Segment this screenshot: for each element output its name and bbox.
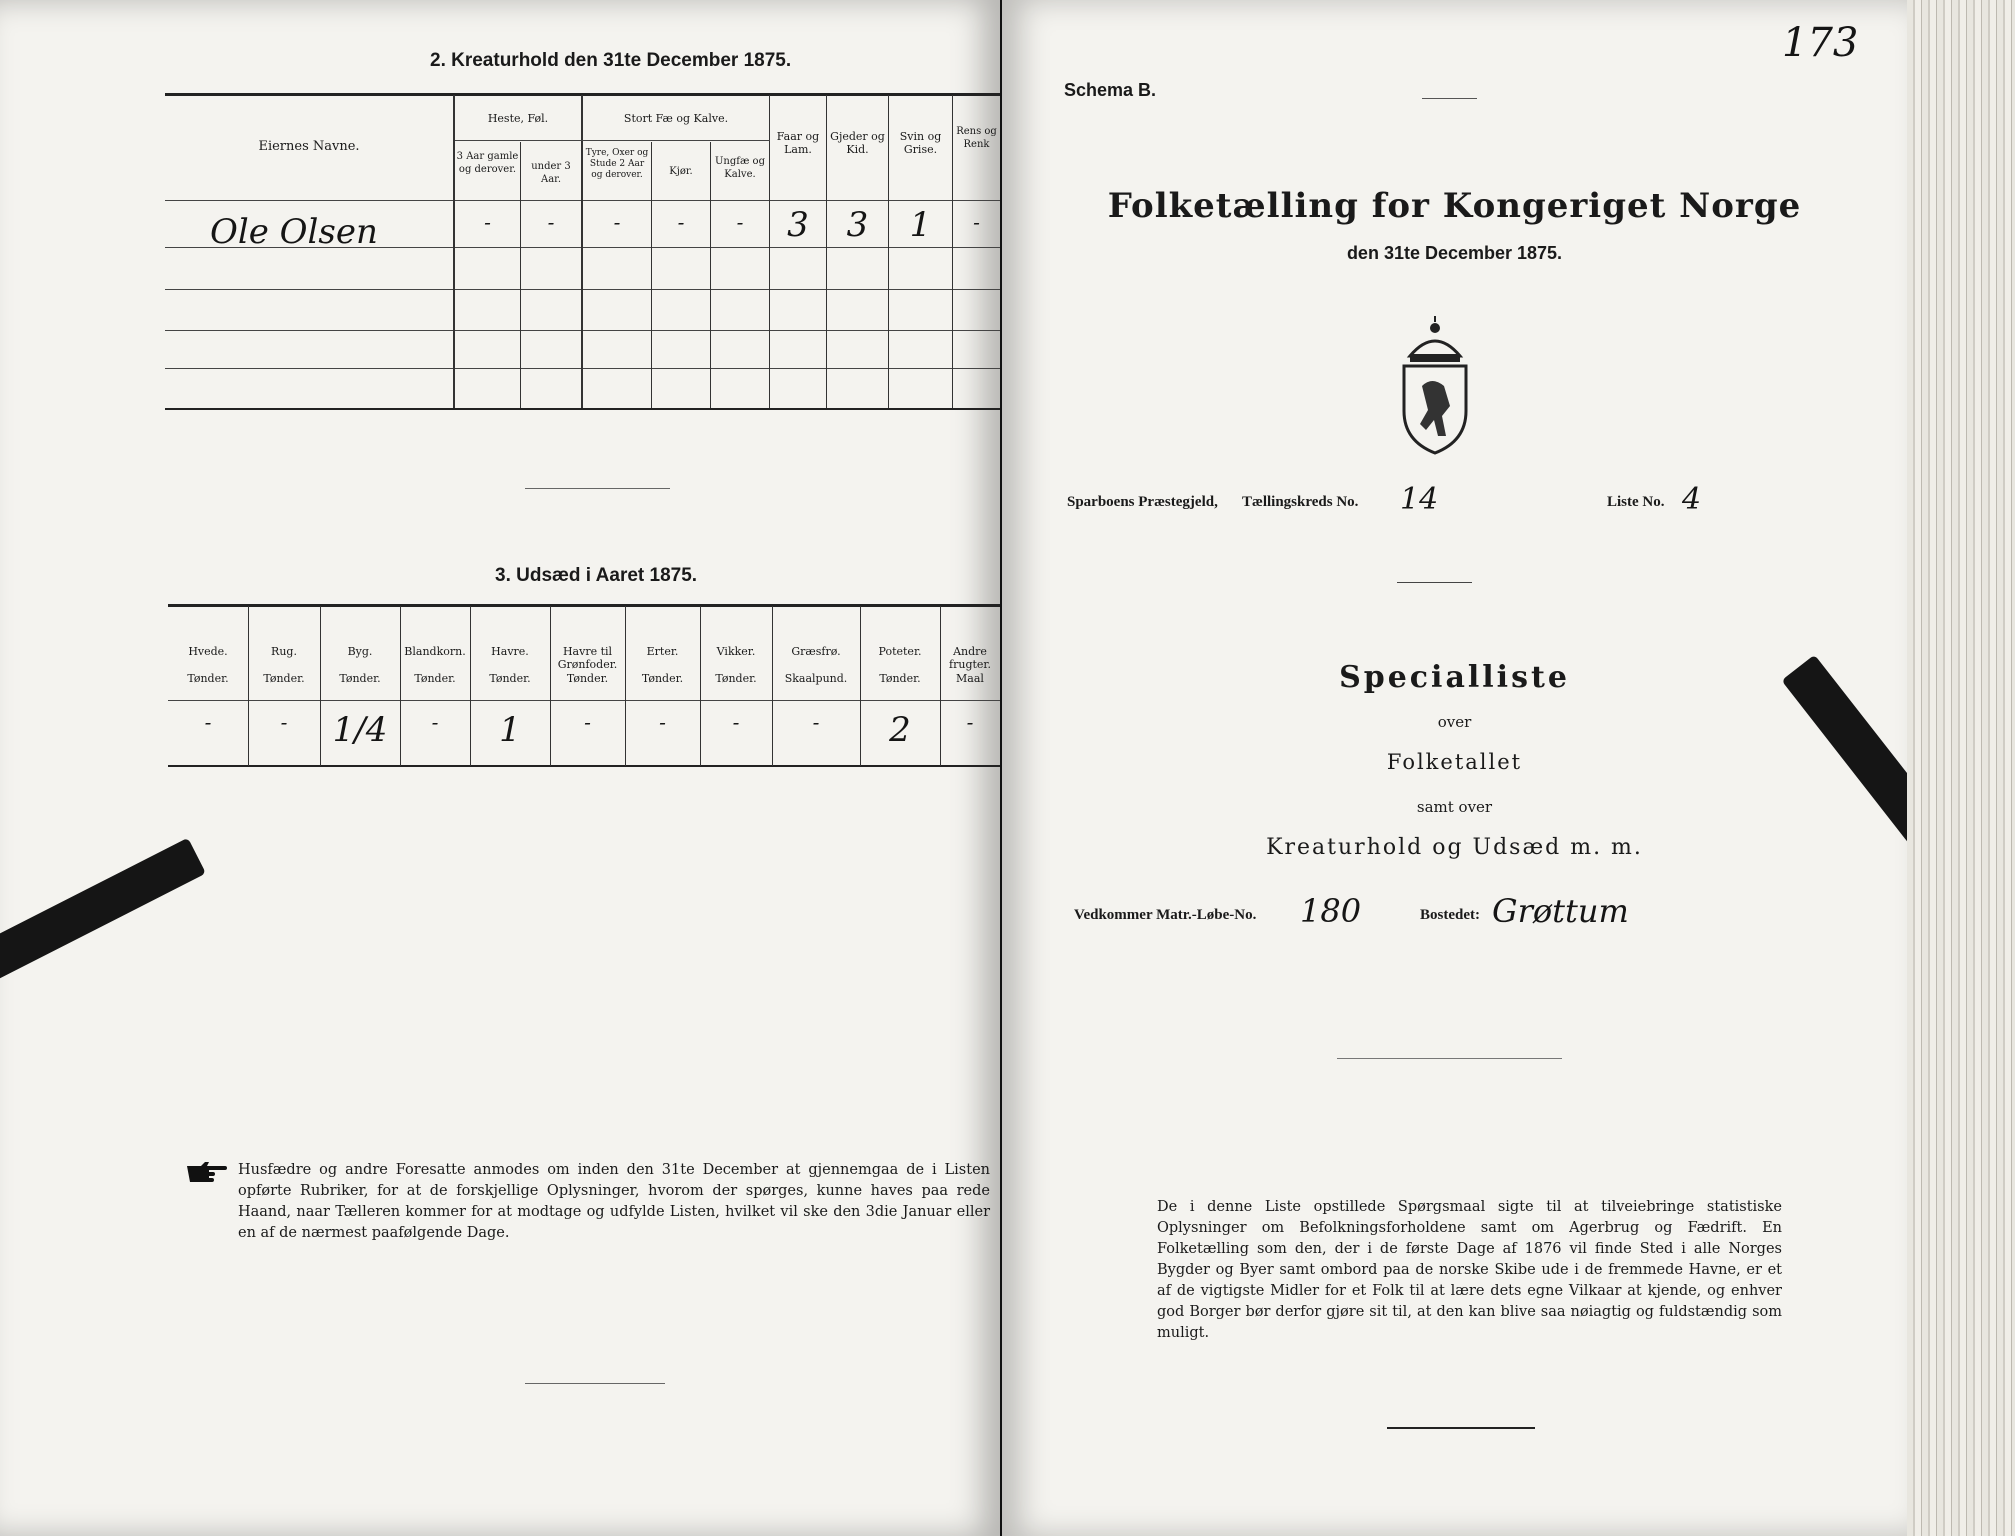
list-number: 4 <box>1682 482 1702 517</box>
seed-col-unit: Tønder. <box>339 672 381 685</box>
intro-text: De i denne Liste opstillede Spørgsmaal sigte til at tilveiebringe statistiske Oplysninger om Befolkningsforholdene samt om Agerbrug og Fædrift. En Folketælling som den, der i de første Dage af 1876 vil finde Sted i alle Norges Bygder og Byer samt ombord paa de norske Skibe ude i de fremmede Havne, er et af de vigtigste Midler for et Folk til at lære dets egne Vilkaar at kjende, og enhver god Borger bør derfor gjøre sit til, at den kan blive saa nøiagtig og fuldstændig som muligt. <box>1157 1199 1782 1341</box>
seed-col-name: Græsfrø. <box>791 645 841 658</box>
seed-col-name: Erter. <box>646 645 679 658</box>
specialliste-title: Specialliste <box>1339 660 1570 695</box>
kreaturhold-label: Kreaturhold og Udsæd m. m. <box>1266 835 1643 860</box>
seed-col-unit: Tønder. <box>414 672 456 685</box>
seed-col-name: Byg. <box>347 645 373 658</box>
schema-rule <box>1422 98 1477 99</box>
seed-col-unit: Tønder. <box>263 672 305 685</box>
seed-col-name: Andre frugter. <box>949 645 991 671</box>
seed-col-unit: Tønder. <box>715 672 757 685</box>
header-faar: Faar og Lam. <box>776 130 820 156</box>
value-faar: 3 <box>787 205 809 245</box>
bottom-rule <box>1387 1427 1535 1429</box>
header-stort-c: Ungfæ og Kalve. <box>715 156 765 180</box>
seed-value: - <box>659 710 666 734</box>
seed-value: 2 <box>889 710 911 750</box>
bosted-label: Bostedet: <box>1420 907 1480 923</box>
seed-col-unit: Tønder. <box>879 672 921 685</box>
bottom-divider <box>525 1383 665 1384</box>
main-heading: Folketælling for Kongeriget Norge <box>1107 186 1802 226</box>
section-3-title: 3. Udsæd i Aaret 1875. <box>495 565 698 586</box>
page-edges <box>1907 0 2015 1536</box>
seed-col-divider <box>248 606 249 766</box>
seed-value: - <box>431 710 439 734</box>
value-svin: 1 <box>909 205 932 245</box>
seed-col-name: Poteter. <box>878 645 922 658</box>
seed-col-divider <box>625 606 626 766</box>
value-stort-a: - <box>613 210 621 234</box>
seed-value: - <box>204 710 212 734</box>
value-stort-b: - <box>677 210 685 234</box>
page-number: 173 <box>1782 20 1859 66</box>
district-label: Tællingskreds No. <box>1242 494 1359 510</box>
header-stort-b: Kjør. <box>669 166 693 177</box>
bookmark-ribbon <box>0 838 206 983</box>
header-heste-b: under 3 Aar. <box>531 161 571 185</box>
seed-value: - <box>280 710 288 734</box>
header-ren: Rens og Renk <box>956 126 997 150</box>
seed-col-divider <box>400 606 401 766</box>
rule-1 <box>1397 582 1472 583</box>
header-gjeder: Gjeder og Kid. <box>830 130 885 156</box>
seed-col-name: Havre til Grønfoder. <box>557 645 618 671</box>
seed-col-unit: Tønder. <box>641 672 684 685</box>
seed-col-unit: Tønder. <box>566 672 609 685</box>
right-page <box>1002 0 1907 1536</box>
seed-value: - <box>812 710 820 734</box>
owner-name: Ole Olsen <box>210 212 378 252</box>
seed-col-name: Havre. <box>491 645 529 658</box>
samt-over-label: samt over <box>1416 798 1493 816</box>
seed-col-unit: Tønder. <box>187 672 229 685</box>
value-heste-b: - <box>547 210 555 234</box>
header-heste-a: 3 Aar gamle og derover. <box>456 151 519 175</box>
seed-col-unit: Maal <box>956 672 984 685</box>
seed-col-name: Blandkorn. <box>404 645 466 658</box>
seed-col-divider <box>700 606 701 766</box>
bosted-value: Grøttum <box>1492 892 1629 930</box>
norway-coat-of-arms-icon <box>1390 316 1480 456</box>
seed-col-divider <box>940 606 941 766</box>
matr-label: Vedkommer Matr.-Løbe-No. <box>1074 907 1257 923</box>
seed-value: 1/4 <box>332 710 388 750</box>
seed-value: - <box>732 710 740 734</box>
pointing-hand-icon <box>185 1160 229 1184</box>
header-owner: Eiernes Navne. <box>258 139 360 154</box>
folketallet-label: Folketallet <box>1386 750 1523 774</box>
over-label: over <box>1437 713 1472 731</box>
header-stort-a: Tyre, Oxer og Stude 2 Aar og derover. <box>585 148 649 180</box>
census-date: den 31te December 1875. <box>1346 243 1563 263</box>
section-2-title: 2. Kreaturhold den 31te December 1875. <box>430 50 792 71</box>
seed-col-name: Vikker. <box>716 645 756 658</box>
left-page <box>0 0 1000 1536</box>
parish-name: Sparboens Præstegjeld, <box>1067 494 1218 510</box>
seed-col-divider <box>772 606 773 766</box>
footnote-text: Husfædre og andre Foresatte anmodes om inden den 31te December at gjennemgaa de i Listen opførte Rubriker, for at de forskjellige Oplysninger, hvorom der spørges, kunne haves paa rede Haand, naar Tælleren kommer for at modtage og udfylde Listen, hvilket vil ske den 3die Januar eller en af de nærmest paafølgende Dage. <box>238 1162 990 1241</box>
header-heste: Heste, Føl. <box>487 112 549 125</box>
value-stort-c: - <box>736 210 744 234</box>
matr-number: 180 <box>1300 892 1362 930</box>
rule-2 <box>1337 1058 1562 1059</box>
seed-col-unit: Tønder. <box>489 672 531 685</box>
seed-value: - <box>966 710 974 734</box>
header-stort: Stort Fæ og Kalve. <box>623 112 729 125</box>
district-number: 14 <box>1400 482 1439 517</box>
value-gjeder: 3 <box>846 205 869 245</box>
list-label: Liste No. <box>1607 494 1665 510</box>
seed-value: - <box>584 710 591 734</box>
seed-col-name: Rug. <box>271 645 297 658</box>
seed-col-divider <box>550 606 551 766</box>
seed-value: 1 <box>499 710 521 750</box>
seed-col-name: Hvede. <box>188 645 228 658</box>
header-svin: Svin og Grise. <box>899 130 942 156</box>
value-heste-a: - <box>484 210 491 234</box>
schema-label: Schema B. <box>1064 80 1157 100</box>
divider <box>525 488 670 489</box>
value-ren: - <box>973 210 980 234</box>
seed-col-unit: Skaalpund. <box>784 672 848 685</box>
